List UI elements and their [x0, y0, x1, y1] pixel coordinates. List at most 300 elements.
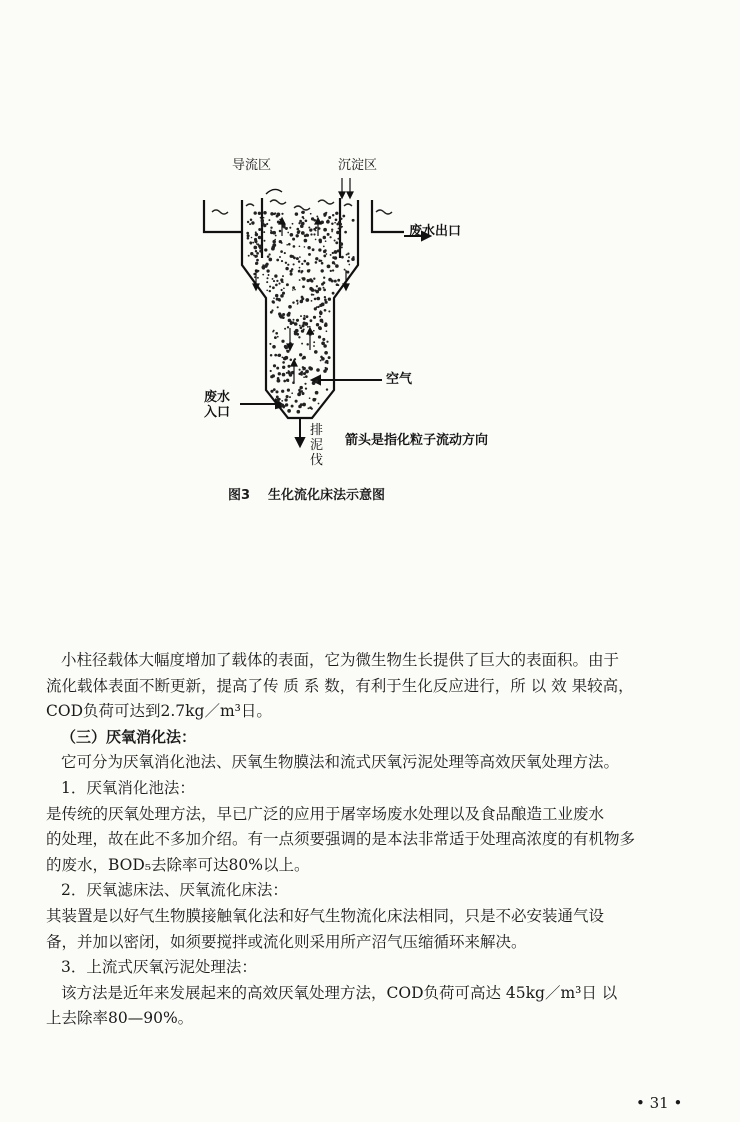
particle-dot [278, 283, 280, 285]
particle-dot [278, 354, 281, 357]
particle-dot [285, 267, 288, 270]
particle-dot [322, 341, 325, 344]
particle-dot [295, 400, 298, 403]
particle-dot [279, 230, 282, 233]
particle-dot [285, 403, 288, 406]
particle-dot [318, 248, 321, 251]
particle-dot [311, 288, 315, 292]
particle-dot [306, 262, 309, 265]
particle-dot [248, 255, 250, 257]
particle-dot [288, 305, 292, 309]
particle-dot [347, 253, 349, 255]
particle-dot [306, 343, 308, 345]
particle-dot [255, 262, 258, 265]
particle-dot [259, 250, 262, 253]
particle-dot [267, 255, 270, 258]
particle-dot [247, 237, 250, 240]
particle-dot [316, 323, 319, 326]
particle-dot [260, 217, 262, 219]
particle-dot [278, 298, 281, 301]
particle-dot [281, 404, 285, 408]
particle-dot [302, 277, 306, 281]
particle-dot [313, 316, 316, 319]
particle-dot [330, 254, 332, 256]
paragraph-line: 流化载体表面不断更新，提高了传 质 系 数，有利于生化反应进行，所 以 效 果较高， [46, 676, 634, 695]
particle-dot [313, 294, 315, 296]
particle-dot [332, 269, 334, 271]
particle-dot [274, 212, 276, 214]
particle-dot [313, 233, 315, 235]
particle-dot [258, 236, 261, 239]
particle-dot [247, 234, 250, 237]
particle-dot [323, 277, 325, 279]
particle-dot [318, 238, 322, 242]
particle-dot [286, 244, 288, 246]
particle-dot [268, 274, 270, 276]
particle-dot [259, 229, 261, 231]
particle-dot [291, 255, 294, 258]
particle-dot [256, 259, 259, 262]
particle-dot [263, 217, 265, 219]
particle-dot [327, 233, 330, 236]
particle-dot [286, 283, 289, 286]
particle-dot [276, 280, 278, 282]
particle-dot [321, 269, 324, 272]
particle-dot [330, 236, 332, 238]
particle-dot [312, 248, 315, 251]
particle-dot [296, 319, 299, 322]
particle-dot [298, 260, 300, 262]
particle-dot [335, 241, 338, 244]
particle-dot [266, 269, 269, 272]
particle-dot [281, 260, 283, 262]
particle-dot [266, 263, 269, 266]
particle-dot [305, 219, 308, 222]
particle-dot [315, 257, 318, 260]
particle-dot [334, 250, 338, 254]
particle-dot [331, 280, 334, 283]
particle-dot [323, 214, 326, 217]
paragraph-line: 备，并加以密闭，如须要搅拌或流化则采用所产沼气压缩循环来解决。 [46, 932, 527, 951]
particle-dot [270, 370, 272, 372]
particle-dot [290, 234, 292, 236]
particle-dot [303, 315, 305, 317]
label-guide-zone: 导流区 [232, 158, 272, 173]
particle-dot [315, 239, 317, 241]
particle-dot [303, 218, 305, 220]
particle-dot [282, 361, 285, 364]
particle-dot [255, 231, 257, 233]
particle-dot [303, 317, 306, 320]
particle-dot [337, 279, 340, 282]
particle-dot [263, 211, 267, 215]
particle-dot [268, 253, 270, 255]
particle-dot [301, 270, 303, 272]
particle-dot [334, 280, 337, 283]
particle-dot [320, 360, 322, 362]
particle-dot [289, 396, 291, 398]
paragraph-line: 的处理，故在此不多加介绍。有一点须要强调的是本法非常适于处理高浓度的有机物多 [46, 830, 636, 849]
particle-dot [301, 343, 303, 345]
particle-dot [339, 242, 343, 246]
particle-dot [296, 410, 300, 414]
particle-dot [301, 296, 304, 299]
particle-dot [251, 221, 254, 224]
particle-dot [305, 387, 307, 389]
particle-dot [261, 226, 263, 228]
particle-dot [308, 366, 311, 369]
particle-dot [320, 260, 322, 262]
particle-dot [263, 231, 265, 233]
particle-dot [283, 380, 286, 383]
particle-dot [299, 369, 301, 371]
particle-dot [292, 301, 294, 303]
particle-dot [292, 238, 295, 241]
body-text [46, 648, 722, 1032]
particle-dot [299, 267, 301, 269]
particle-dot [332, 214, 334, 216]
particle-dot [301, 329, 304, 332]
particle-dot [264, 248, 267, 251]
particle-dot [286, 395, 289, 398]
particle-dot [289, 227, 291, 229]
particle-dot [293, 319, 295, 321]
particle-dot [316, 368, 320, 372]
particle-dot [315, 380, 318, 383]
particle-dot [313, 330, 315, 332]
particle-dot [328, 356, 331, 359]
particle-dot [308, 227, 310, 229]
particle-dot [273, 297, 275, 299]
particle-dot [296, 333, 299, 336]
particle-dot [292, 289, 294, 291]
particle-dot [323, 289, 326, 292]
particle-dot [316, 306, 318, 308]
particle-dot [315, 261, 318, 264]
particle-dot [284, 252, 286, 254]
particle-dot [326, 341, 328, 343]
particle-dot [323, 246, 325, 248]
particle-dot [303, 376, 305, 378]
particle-dot [294, 289, 296, 291]
paragraph-line: 小柱径载体大幅度增加了载体的表面，它为微生物生长提供了巨大的表面积。由于 [61, 651, 620, 669]
particle-dot [281, 289, 283, 291]
particle-dot [262, 267, 265, 270]
particle-dot [299, 220, 302, 223]
fluidized-bed-diagram [190, 150, 550, 470]
particle-dot [310, 233, 312, 235]
particle-dot [258, 212, 261, 215]
particle-dot [279, 398, 281, 400]
particle-dot [340, 218, 342, 220]
particle-dot [314, 289, 316, 291]
paragraph-line: 它可分为厌氧消化池法、厌氧生物膜法和流式厌氧污泥处理等高效厌氧处理方法。 [61, 753, 620, 772]
particle-dot [266, 281, 268, 283]
figure-3 [190, 150, 550, 510]
particle-dot [309, 269, 311, 271]
particle-dot [314, 350, 318, 354]
particle-dot [297, 235, 299, 237]
particle-dot [323, 369, 327, 373]
particle-dot [299, 256, 301, 258]
particle-dot [287, 326, 289, 328]
particle-dot [298, 270, 301, 273]
particle-dot [294, 331, 296, 333]
particle-dot [326, 330, 328, 332]
particle-dot [318, 287, 322, 291]
particle-dot [278, 372, 281, 375]
particle-dot [299, 279, 301, 281]
particle-dot [270, 259, 272, 261]
particle-dot [285, 262, 287, 264]
particle-dot [305, 375, 308, 378]
particle-dot [276, 259, 279, 262]
particle-dot [282, 275, 284, 277]
particle-dot [318, 326, 322, 330]
particle-dot [269, 343, 271, 345]
particle-dot [313, 345, 315, 347]
particle-dot [282, 366, 285, 369]
particle-dot [332, 261, 335, 264]
particle-dot [299, 245, 301, 247]
particle-dot [339, 225, 342, 228]
particle-dot [287, 365, 290, 368]
particle-dot [277, 213, 281, 217]
subsection-heading: 3．上流式厌氧污泥处理法： [61, 958, 257, 977]
particle-dot [338, 228, 340, 230]
particle-dot [309, 406, 312, 409]
particle-dot [331, 229, 333, 231]
figure-number: 图3 [228, 488, 251, 503]
particle-dot [324, 322, 327, 325]
particle-dot [277, 306, 279, 308]
particle-dot [274, 239, 276, 241]
particle-dot [250, 219, 253, 222]
particle-dot [287, 389, 290, 392]
page-number: • 31 • [636, 1094, 683, 1112]
particle-dot [297, 231, 300, 234]
particle-dot [249, 241, 252, 244]
particle-dot [313, 278, 315, 280]
particle-dot [301, 222, 305, 226]
particle-dot [302, 368, 305, 371]
particle-dot [321, 283, 324, 286]
particle-dot [279, 256, 281, 258]
particle-dot [272, 286, 275, 289]
particle-dot [309, 247, 311, 249]
particle-dot [272, 345, 276, 349]
particle-dot [282, 357, 284, 359]
particle-dot [287, 264, 289, 266]
particle-dot [313, 228, 316, 231]
particle-dot [300, 326, 303, 329]
particle-dot [316, 285, 318, 287]
particle-dot [291, 268, 293, 270]
particle-dot [323, 254, 326, 257]
particle-dot [291, 392, 293, 394]
figure-caption [228, 484, 385, 503]
particle-dot [335, 212, 338, 215]
particle-dot [284, 356, 288, 360]
particle-dot [281, 340, 284, 343]
particle-dot [246, 232, 249, 235]
particle-dot [282, 313, 285, 316]
particle-dot [262, 274, 264, 276]
particle-dot [309, 397, 311, 399]
particle-dot [332, 292, 335, 295]
particle-dot [327, 265, 331, 269]
particle-dot [274, 354, 277, 357]
particle-dot [317, 306, 319, 308]
particle-dot [331, 222, 333, 224]
particle-dot [268, 219, 270, 221]
particle-dot [276, 367, 279, 370]
particle-dot [318, 403, 320, 405]
particle-dot [297, 303, 299, 305]
particle-dot [283, 287, 285, 289]
particle-dot [282, 292, 285, 295]
particle-dot [270, 354, 273, 357]
particle-dot [286, 379, 289, 382]
figure-title: 生化流化床法示意图 [268, 488, 386, 503]
particle-dot [352, 256, 354, 258]
particle-dot [255, 250, 257, 252]
particle-dot [302, 324, 305, 327]
particle-dot [283, 226, 286, 229]
particle-dot [324, 296, 326, 298]
particle-dot [288, 243, 291, 246]
particle-dot [343, 216, 345, 218]
particle-dot [261, 222, 264, 225]
particle-dot [290, 273, 293, 276]
particle-dot [324, 298, 327, 301]
particle-dot [292, 286, 295, 289]
particle-dot [341, 246, 343, 248]
particle-dot [254, 238, 257, 241]
particle-dot [300, 315, 302, 317]
particle-dot [303, 372, 306, 375]
particle-dot [299, 386, 302, 389]
particle-dot [346, 271, 349, 274]
particle-dot [312, 398, 316, 402]
particle-dot [320, 310, 322, 312]
particle-dot [301, 263, 303, 265]
particle-dot [252, 242, 254, 244]
particle-dot [304, 383, 306, 385]
particle-dot [272, 231, 276, 235]
label-wastewater-outlet: 废水出口 [409, 224, 462, 239]
particle-dot [288, 371, 291, 374]
particle-dot [292, 223, 294, 225]
particle-dot [340, 223, 343, 226]
particle-dot [284, 398, 287, 401]
particle-dot [275, 284, 278, 287]
particle-dot [284, 328, 286, 330]
particle-dot [300, 299, 303, 302]
particle-dot [281, 400, 283, 402]
particle-dot [324, 249, 327, 252]
particle-dot [287, 409, 291, 413]
particle-dot [347, 260, 350, 263]
particle-dot [261, 219, 265, 223]
particle-dot [251, 237, 253, 239]
particle-dot [300, 371, 303, 374]
particle-dot [322, 338, 325, 341]
particle-dot [257, 277, 259, 279]
particle-dot [323, 236, 326, 239]
particle-dot [307, 326, 309, 328]
particle-dot [275, 235, 277, 237]
particle-dot [272, 331, 274, 333]
particle-dot [328, 298, 331, 301]
particle-dot [302, 403, 306, 407]
particle-dot [280, 278, 283, 281]
particle-dot [331, 231, 333, 233]
particle-dot [325, 361, 327, 363]
particle-dot [277, 379, 281, 383]
particle-dot [325, 301, 328, 304]
particle-dot [337, 249, 340, 252]
particle-dot [249, 223, 251, 225]
particle-dot [323, 287, 325, 289]
particle-dot [308, 253, 311, 256]
particle-dot [332, 252, 334, 254]
subsection-heading: 1．厌氧消化池法： [61, 778, 195, 797]
particle-dot [324, 351, 328, 355]
particle-dot [275, 294, 278, 297]
particle-dot [299, 353, 302, 356]
particle-dot [334, 222, 336, 224]
particle-dot [291, 405, 294, 408]
particle-dot [266, 289, 268, 291]
particle-dot [336, 283, 339, 286]
particle-dot [255, 233, 258, 236]
particle-dot [280, 250, 283, 253]
subsection-heading: 2．厌氧滤床法、厌氧流化床法： [61, 881, 288, 900]
particle-dot [313, 219, 316, 222]
particle-dot [281, 390, 284, 393]
particle-dot [337, 238, 339, 240]
particle-dot [312, 381, 316, 385]
paragraph-line: 该方法是近年来发展起来的高效厌氧处理方法，COD负荷可高达 45kg／m³日 以 [61, 983, 618, 1002]
particle-dot [282, 373, 286, 377]
particle-dot [250, 252, 253, 255]
particle-dot [266, 223, 268, 225]
particle-dot [271, 247, 275, 251]
particle-dot [273, 280, 275, 282]
paragraph-line: 的废水，BOD₅去除率可达80%以上。 [46, 855, 310, 874]
particle-dot [319, 316, 321, 318]
particle-dot [272, 374, 275, 377]
particle-dot [335, 264, 339, 268]
paragraph-line: 上去除率80—90%。 [46, 1009, 194, 1028]
particle-dot [334, 256, 338, 260]
label-air: 空气 [386, 372, 413, 387]
particle-dot [344, 269, 346, 271]
particle-dot [274, 274, 277, 277]
particle-dot [272, 240, 276, 244]
paragraph-line: COD负荷可达到2.7kg／m³日。 [46, 702, 272, 721]
particle-dot [272, 278, 274, 280]
particle-dot [348, 256, 350, 258]
particle-dot [319, 312, 322, 315]
particle-dot [290, 359, 293, 362]
particle-dot [309, 228, 312, 231]
particle-dot [277, 336, 279, 338]
particle-dot [336, 231, 340, 235]
particle-dot [281, 213, 283, 215]
particle-dot [325, 240, 327, 242]
